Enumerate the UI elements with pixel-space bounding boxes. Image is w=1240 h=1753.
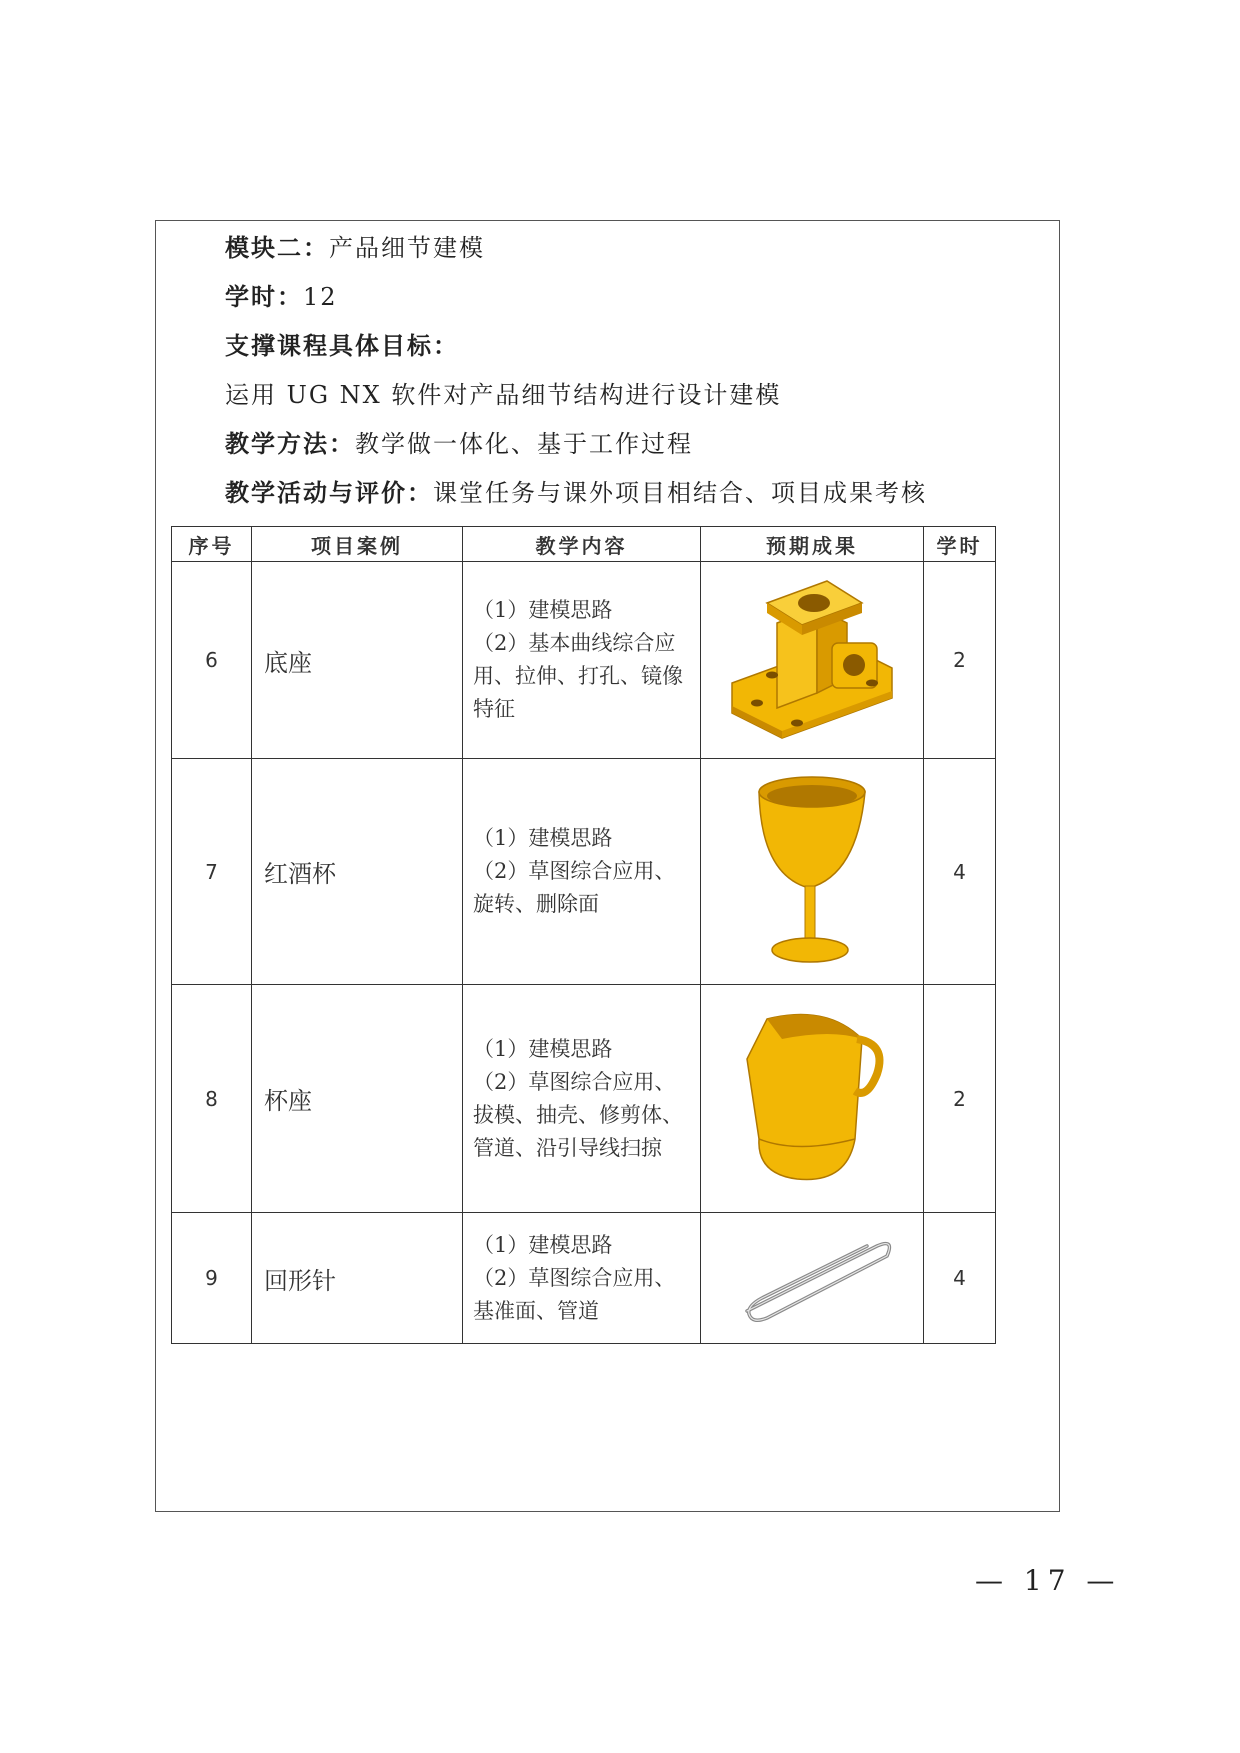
cup-holder-icon — [737, 999, 887, 1194]
table-header-row — [172, 527, 996, 562]
row-content: （1）建模思路 （2）草图综合应用、基准面、管道 — [463, 1213, 701, 1344]
row-content: （1）建模思路 （2）基本曲线综合应用、拉伸、打孔、镜像特征 — [463, 562, 701, 759]
row-case-name: 底座 — [252, 562, 463, 759]
row-number: 9 — [172, 1213, 252, 1344]
paperclip-icon — [727, 1226, 897, 1326]
table-row — [172, 1213, 996, 1344]
table-row — [172, 562, 996, 759]
row-case-name: 回形针 — [252, 1213, 463, 1344]
header-result: 预期成果 — [701, 527, 924, 562]
base-part-icon — [722, 573, 902, 743]
row-hours: 4 — [924, 1213, 996, 1344]
base-part-image — [701, 562, 924, 759]
row-number: 7 — [172, 759, 252, 985]
row-hours: 2 — [924, 985, 996, 1213]
course-table — [171, 526, 996, 1344]
row-number: 6 — [172, 562, 252, 759]
row-case-name: 红酒杯 — [252, 759, 463, 985]
header-case: 项目案例 — [252, 527, 463, 562]
hours-line: 学时：12 — [225, 282, 338, 311]
wine-glass-image — [701, 759, 924, 985]
header-content: 教学内容 — [463, 527, 701, 562]
row-hours: 2 — [924, 562, 996, 759]
page-number: — 17 — — [975, 1564, 1121, 1597]
header-hours: 学时 — [924, 527, 996, 562]
row-number: 8 — [172, 985, 252, 1213]
paperclip-image — [701, 1213, 924, 1344]
goal-heading: 支撑课程具体目标： — [225, 331, 459, 360]
table-row — [172, 759, 996, 985]
cup-holder-image — [701, 985, 924, 1213]
method-line: 教学方法：教学做一体化、基于工作过程 — [225, 429, 693, 458]
goal-text: 运用 UG NX 软件对产品细节结构进行设计建模 — [225, 381, 782, 409]
wine-glass-icon — [747, 770, 877, 970]
table-row — [172, 985, 996, 1213]
row-case-name: 杯座 — [252, 985, 463, 1213]
module-line: 模块二：产品细节建模 — [225, 233, 485, 262]
header-no: 序号 — [172, 527, 252, 562]
row-content: （1）建模思路 （2）草图综合应用、拔模、抽壳、修剪体、管道、沿引导线扫掠 — [463, 985, 701, 1213]
activity-line: 教学活动与评价：课堂任务与课外项目相结合、项目成果考核 — [225, 478, 927, 507]
row-hours: 4 — [924, 759, 996, 985]
row-content: （1）建模思路 （2）草图综合应用、旋转、删除面 — [463, 759, 701, 985]
